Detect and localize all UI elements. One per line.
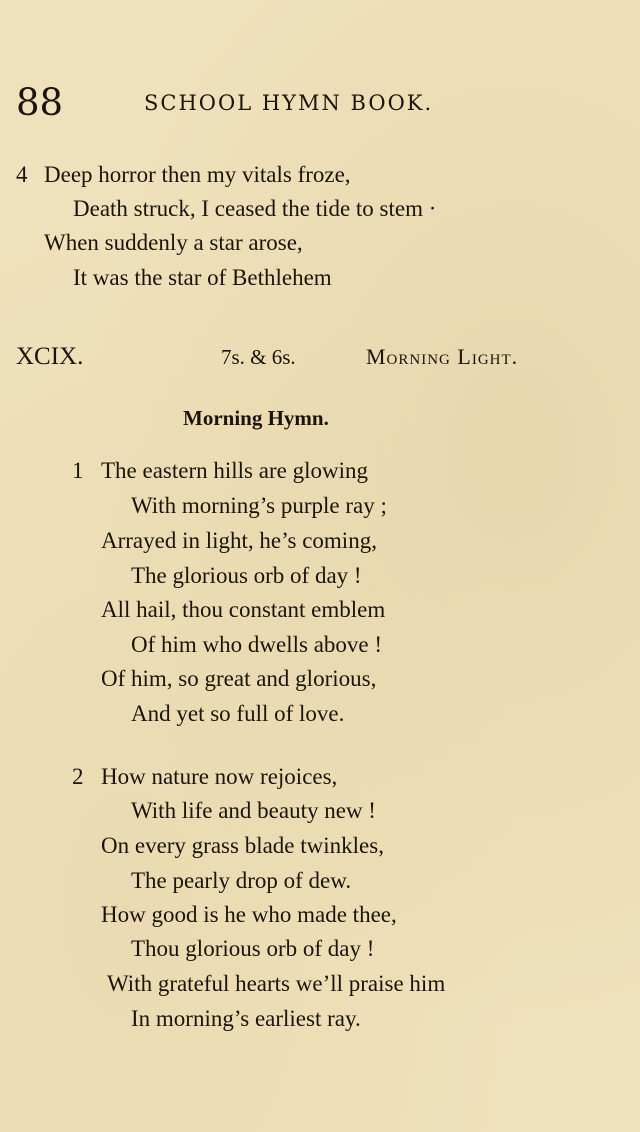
page-number: 88: [16, 81, 64, 124]
verse-line: How good is he who made thee,: [101, 902, 397, 927]
verse-line: With morning’s purple ray ;: [131, 493, 387, 518]
verse-line: Thou glorious orb of day !: [131, 936, 375, 961]
stanza-number: 1: [72, 458, 84, 483]
stanza-number: 4: [16, 162, 28, 187]
verse-line: How nature now rejoices,: [101, 764, 338, 789]
verse-line: Death struck, I ceased the tide to stem ·: [73, 196, 437, 221]
hymn-meter: 7s. & 6s.: [221, 345, 296, 369]
verse-line: Deep horror then my vitals froze,: [44, 162, 351, 187]
hymn-number: XCIX.: [16, 343, 84, 370]
verse-line: On every grass blade twinkles,: [101, 833, 384, 858]
verse-line: With grateful hearts we’ll praise him: [107, 971, 446, 996]
verse-line: The eastern hills are glowing: [101, 458, 368, 483]
stanza-number: 2: [72, 764, 84, 789]
verse-line: Of him who dwells above !: [131, 632, 383, 657]
verse-line: The pearly drop of dew.: [131, 868, 352, 893]
verse-line: All hail, thou constant emblem: [101, 597, 386, 622]
verse-line: With life and beauty new !: [131, 798, 376, 823]
verse-line: Arrayed in light, he’s coming,: [101, 528, 377, 553]
verse-line: The glorious orb of day !: [131, 563, 362, 588]
running-title: SCHOOL HYMN BOOK.: [144, 91, 434, 115]
verse-line: In morning’s earliest ray.: [131, 1006, 361, 1031]
verse-line: When suddenly a star arose,: [44, 230, 303, 255]
verse-line: Of him, so great and glorious,: [101, 666, 377, 691]
verse-line: And yet so full of love.: [131, 701, 345, 726]
tune-name: Morning Light.: [366, 344, 519, 369]
hymn-title: Morning Hymn.: [183, 406, 329, 430]
verse-line: It was the star of Bethlehem: [73, 265, 332, 290]
